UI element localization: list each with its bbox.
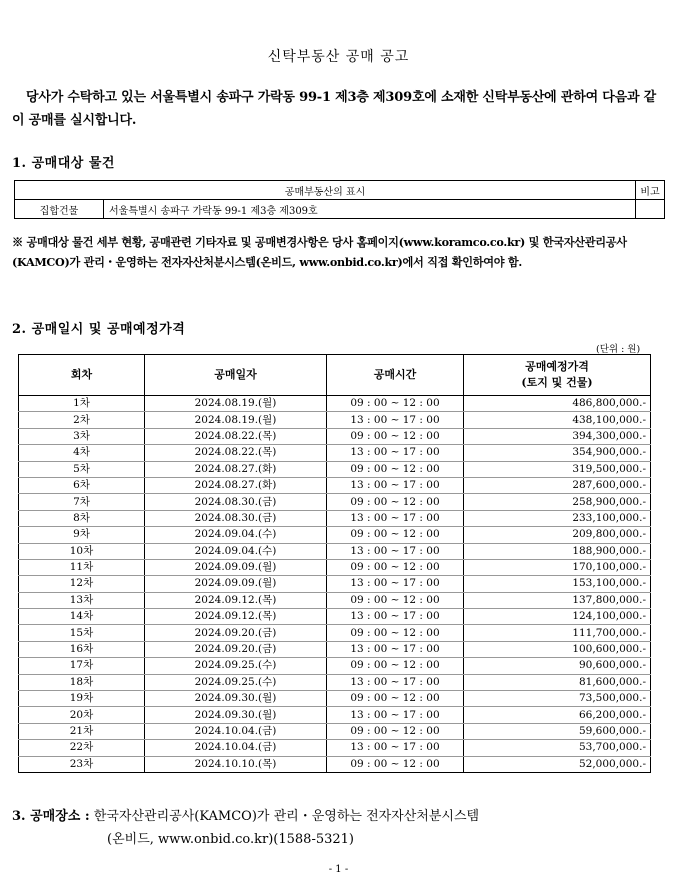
date-cell: 2024.09.25.(수) (145, 658, 327, 674)
price-cell: 209,800,000.- (464, 527, 651, 543)
price-cell: 111,700,000.- (464, 625, 651, 641)
round-cell: 11차 (19, 559, 145, 575)
section3-line1: 한국자산관리공사(KAMCO)가 관리・운영하는 전자자산처분시스템 (93, 809, 480, 824)
price-cell: 319,500,000.- (464, 461, 651, 477)
price-cell: 59,600,000.- (464, 723, 651, 739)
price-cell: 90,600,000.- (464, 658, 651, 674)
schedule-row (19, 592, 651, 608)
time-cell: 09 : 00 ~ 12 : 00 (327, 494, 464, 510)
section3-place (12, 805, 479, 851)
time-cell: 09 : 00 ~ 12 : 00 (327, 527, 464, 543)
schedule-row (19, 723, 651, 739)
time-cell: 13 : 00 ~ 17 : 00 (327, 445, 464, 461)
schedule-table-header (19, 355, 651, 396)
price-cell: 188,900,000.- (464, 543, 651, 559)
round-cell: 5차 (19, 461, 145, 477)
schedule-row (19, 461, 651, 477)
price-cell: 287,600,000.- (464, 477, 651, 493)
schedule-row (19, 674, 651, 690)
schedule-row (19, 527, 651, 543)
date-cell: 2024.08.30.(금) (145, 510, 327, 526)
price-cell: 438,100,000.- (464, 412, 651, 428)
round-cell: 1차 (19, 396, 145, 412)
date-cell: 2024.09.20.(금) (145, 625, 327, 641)
schedule-row (19, 641, 651, 657)
schedule-row (19, 445, 651, 461)
time-cell: 09 : 00 ~ 12 : 00 (327, 756, 464, 772)
price-cell: 137,800,000.- (464, 592, 651, 608)
round-cell: 6차 (19, 477, 145, 493)
price-cell: 52,000,000.- (464, 756, 651, 772)
date-cell: 2024.09.09.(월) (145, 559, 327, 575)
time-cell: 13 : 00 ~ 17 : 00 (327, 641, 464, 657)
schedule-row (19, 412, 651, 428)
date-cell: 2024.09.30.(월) (145, 691, 327, 707)
time-cell: 13 : 00 ~ 17 : 00 (327, 412, 464, 428)
price-cell: 486,800,000.- (464, 396, 651, 412)
time-cell: 13 : 00 ~ 17 : 00 (327, 543, 464, 559)
round-cell: 10차 (19, 543, 145, 559)
property-table (14, 180, 665, 219)
time-cell: 09 : 00 ~ 12 : 00 (327, 723, 464, 739)
schedule-row (19, 543, 651, 559)
price-cell: 170,100,000.- (464, 559, 651, 575)
date-cell: 2024.09.12.(목) (145, 609, 327, 625)
date-cell: 2024.08.19.(월) (145, 396, 327, 412)
date-cell: 2024.09.04.(수) (145, 543, 327, 559)
page-number: - 1 - (328, 864, 349, 875)
section3-heading: 3. 공매장소 : (12, 809, 90, 824)
time-cell: 09 : 00 ~ 12 : 00 (327, 691, 464, 707)
date-cell: 2024.09.20.(금) (145, 641, 327, 657)
section2-heading: 2. 공매일시 및 공매예정가격 (12, 322, 186, 337)
round-cell: 9차 (19, 527, 145, 543)
page-title: 신탁부동산 공매 공고 (267, 49, 410, 65)
round-cell: 16차 (19, 641, 145, 657)
time-cell: 13 : 00 ~ 17 : 00 (327, 477, 464, 493)
schedule-row (19, 396, 651, 412)
round-cell: 7차 (19, 494, 145, 510)
schedule-table-body (19, 396, 651, 773)
schedule-row (19, 559, 651, 575)
date-cell: 2024.08.27.(화) (145, 461, 327, 477)
date-cell: 2024.10.10.(목) (145, 756, 327, 772)
header-time: 공매시간 (327, 355, 464, 396)
price-cell: 53,700,000.- (464, 740, 651, 756)
schedule-row (19, 625, 651, 641)
round-cell: 17차 (19, 658, 145, 674)
property-table-header (15, 181, 665, 200)
property-remarks-cell (636, 200, 665, 219)
schedule-row (19, 707, 651, 723)
time-cell: 13 : 00 ~ 17 : 00 (327, 576, 464, 592)
header-round: 회차 (19, 355, 145, 396)
time-cell: 09 : 00 ~ 12 : 00 (327, 559, 464, 575)
price-cell: 100,600,000.- (464, 641, 651, 657)
round-cell: 3차 (19, 428, 145, 444)
time-cell: 13 : 00 ~ 17 : 00 (327, 674, 464, 690)
time-cell: 09 : 00 ~ 12 : 00 (327, 625, 464, 641)
schedule-row (19, 756, 651, 772)
price-cell: 66,200,000.- (464, 707, 651, 723)
price-cell: 73,500,000.- (464, 691, 651, 707)
round-cell: 23차 (19, 756, 145, 772)
round-cell: 15차 (19, 625, 145, 641)
price-cell: 81,600,000.- (464, 674, 651, 690)
price-cell: 153,100,000.- (464, 576, 651, 592)
date-cell: 2024.10.04.(금) (145, 740, 327, 756)
round-cell: 8차 (19, 510, 145, 526)
section1-heading: 1. 공매대상 물건 (12, 156, 115, 171)
property-table-row (15, 200, 665, 219)
time-cell: 09 : 00 ~ 12 : 00 (327, 592, 464, 608)
notice-note: ※ 공매대상 물건 세부 현황, 공매관련 기타자료 및 공매변경사항은 당사 홈페이지(www.koramco.co.kr) 및 한국자산관리공사(KAMCO)가 관리・운영하는 전자자산처분시스템(온비드, www.onbid.co.kr)에서 직접 확인하여야 함. (12, 235, 627, 269)
round-cell: 12차 (19, 576, 145, 592)
section3-line2: (온비드, www.onbid.co.kr)(1588-5321) (107, 832, 354, 847)
time-cell: 13 : 00 ~ 17 : 00 (327, 609, 464, 625)
schedule-row (19, 428, 651, 444)
header-price-line1: 공매예정가격 (525, 360, 589, 373)
date-cell: 2024.08.30.(금) (145, 494, 327, 510)
round-cell: 14차 (19, 609, 145, 625)
time-cell: 13 : 00 ~ 17 : 00 (327, 707, 464, 723)
schedule-row (19, 576, 651, 592)
time-cell: 13 : 00 ~ 17 : 00 (327, 510, 464, 526)
schedule-row (19, 510, 651, 526)
date-cell: 2024.08.22.(목) (145, 445, 327, 461)
round-cell: 13차 (19, 592, 145, 608)
time-cell: 09 : 00 ~ 12 : 00 (327, 396, 464, 412)
price-cell: 124,100,000.- (464, 609, 651, 625)
time-cell: 13 : 00 ~ 17 : 00 (327, 740, 464, 756)
schedule-row (19, 658, 651, 674)
schedule-row (19, 609, 651, 625)
header-price-line2: (토지 및 건물) (521, 376, 593, 389)
header-price (464, 355, 651, 396)
date-cell: 2024.08.27.(화) (145, 477, 327, 493)
date-cell: 2024.09.09.(월) (145, 576, 327, 592)
date-cell: 2024.09.30.(월) (145, 707, 327, 723)
date-cell: 2024.09.04.(수) (145, 527, 327, 543)
date-cell: 2024.09.25.(수) (145, 674, 327, 690)
round-cell: 18차 (19, 674, 145, 690)
property-type-cell: 집합건물 (15, 200, 104, 219)
schedule-row (19, 740, 651, 756)
header-remarks: 비고 (636, 181, 665, 200)
price-cell: 233,100,000.- (464, 510, 651, 526)
header-date: 공매일자 (145, 355, 327, 396)
time-cell: 09 : 00 ~ 12 : 00 (327, 461, 464, 477)
date-cell: 2024.08.19.(월) (145, 412, 327, 428)
date-cell: 2024.10.04.(금) (145, 723, 327, 739)
date-cell: 2024.08.22.(목) (145, 428, 327, 444)
price-cell: 354,900,000.- (464, 445, 651, 461)
round-cell: 21차 (19, 723, 145, 739)
schedule-row (19, 494, 651, 510)
intro-paragraph: 당사가 수탁하고 있는 서울특별시 송파구 가락동 99-1 제3층 제309호에 소재한 신탁부동산에 관하여 다음과 같이 공매를 실시합니다. (12, 90, 657, 128)
round-cell: 20차 (19, 707, 145, 723)
price-cell: 394,300,000.- (464, 428, 651, 444)
property-address-cell: 서울특별시 송파구 가락동 99-1 제3층 제309호 (104, 200, 636, 219)
header-property: 공매부동산의 표시 (15, 181, 636, 200)
date-cell: 2024.09.12.(목) (145, 592, 327, 608)
schedule-table (18, 354, 651, 773)
price-cell: 258,900,000.- (464, 494, 651, 510)
schedule-row (19, 691, 651, 707)
round-cell: 2차 (19, 412, 145, 428)
time-cell: 09 : 00 ~ 12 : 00 (327, 658, 464, 674)
round-cell: 19차 (19, 691, 145, 707)
round-cell: 22차 (19, 740, 145, 756)
unit-label: (단위 : 원) (596, 344, 641, 355)
time-cell: 09 : 00 ~ 12 : 00 (327, 428, 464, 444)
schedule-row (19, 477, 651, 493)
round-cell: 4차 (19, 445, 145, 461)
